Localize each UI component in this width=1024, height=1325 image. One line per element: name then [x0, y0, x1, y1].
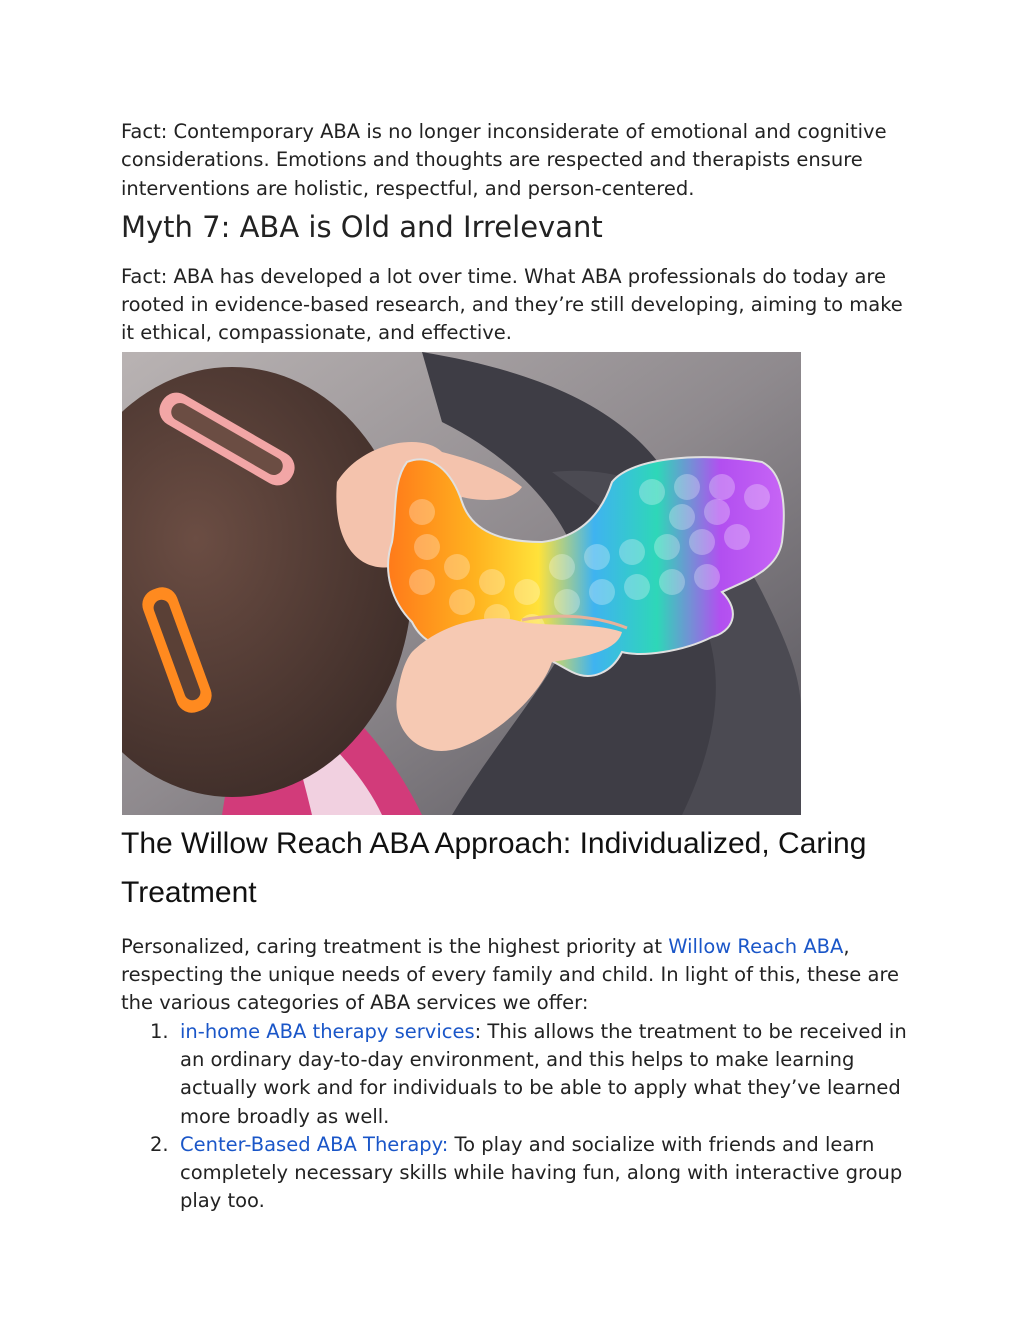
center-based-therapy-link[interactable]: Center-Based ABA Therapy: [180, 1132, 449, 1156]
child-pop-it-photo [122, 352, 801, 815]
intro-text-before: Personalized, caring treatment is the highest priority at [121, 934, 669, 958]
list-item [121, 1018, 911, 1131]
in-home-therapy-link[interactable]: in-home ABA therapy services [180, 1019, 475, 1043]
willow-reach-link[interactable]: Willow Reach ABA [668, 934, 844, 958]
myth-7-heading: Myth 7: ABA is Old and Irrelevant [121, 209, 603, 244]
services-list [121, 1018, 911, 1216]
document-page [121, 118, 911, 1216]
list-item-number: 2. [150, 1132, 169, 1156]
list-item-text: : This allows the treatment to be received in an ordinary day-to-day environment, and this helps to make learning actually work and for individuals to be able to apply what they’ve learned more broadly as well. [180, 1019, 907, 1128]
list-item-number: 1. [150, 1019, 169, 1043]
fact-emotions-paragraph: Fact: Contemporary ABA is no longer inconsiderate of emotional and cognitive considerations. Emotions and thoughts are respected and therapists ensure interventions are holistic, respectful, and person-centered. [121, 120, 887, 200]
section-heading: The Willow Reach ABA Approach: Individualized, Caring Treatment [121, 826, 867, 909]
services-intro-paragraph [121, 933, 911, 1018]
list-item-text: To play and socialize with friends and learn completely necessary skills while having fun, along with interactive group play too. [180, 1132, 903, 1213]
list-item [121, 1131, 911, 1216]
myth-7-fact-paragraph: Fact: ABA has developed a lot over time. What ABA professionals do today are rooted in evidence-based research, and they’re still developing, aiming to make it ethical, compassionate, and effective. [121, 264, 903, 345]
intro-text-after: , respecting the unique needs of every family and child. In light of this, these are the various categories of ABA services we offer: [121, 934, 900, 1015]
